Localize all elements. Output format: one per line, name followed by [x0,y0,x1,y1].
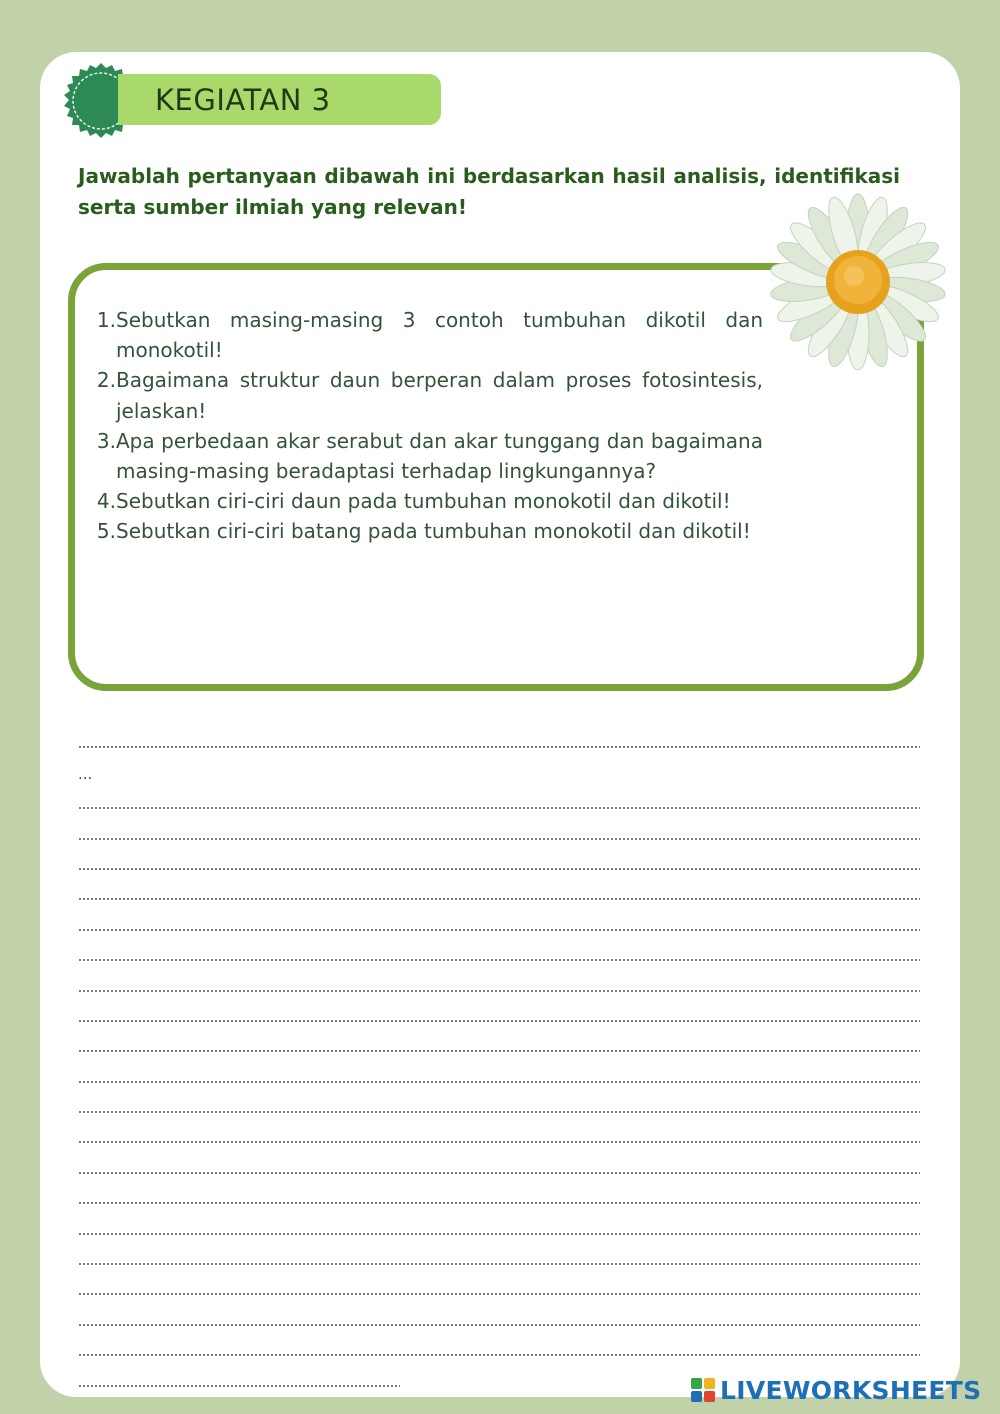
answer-line[interactable] [78,1334,920,1364]
brand-watermark [690,1375,981,1405]
answer-line[interactable] [78,1212,920,1242]
answer-line[interactable] [78,726,920,756]
question-list [92,305,763,547]
daisy-flower-icon [760,190,956,370]
brand-name: LIVEWORKSHEETS [720,1375,982,1405]
answer-line[interactable] [78,969,920,999]
answer-line[interactable] [78,1000,920,1030]
answer-line[interactable] [78,817,920,847]
question-item: 4. Sebutkan ciri-ciri daun pada tumbuhan monokotil dan dikotil! [96,489,731,514]
answer-line[interactable] [78,1243,920,1273]
page-title: KEGIATAN 3 [155,83,331,117]
answer-line[interactable] [78,756,920,786]
question-item: 3. Apa perbedaan akar serabut dan akar tunggang dan bagaimana masing-masing beradaptasi terhadap lingkungannya? [96,428,763,484]
answer-line[interactable] [78,1091,920,1121]
question-item: 2. Bagaimana struktur daun berperan dalam proses fotosintesis, jelaskan! [96,368,763,423]
answer-line[interactable] [78,1151,920,1181]
answer-area[interactable] [78,726,920,1395]
answer-line[interactable] [78,1273,920,1303]
answer-line[interactable] [78,1060,920,1090]
answer-line[interactable] [78,878,920,908]
answer-line[interactable] [78,787,920,817]
answer-line[interactable] [78,1121,920,1151]
question-item: 5. Sebutkan ciri-ciri batang pada tumbuhan monokotil dan dikotil! [96,519,751,544]
instruction-text: Jawablah pertanyaan dibawah ini berdasarkan hasil analisis, identifikasi serta sumber ilmiah yang relevan! [78,164,900,219]
question-item: 1. Sebutkan masing-masing 3 contoh tumbuhan dikotil dan monokotil! [96,308,763,363]
answer-line[interactable] [78,848,920,878]
overflow-ellipsis: ... [78,764,93,783]
liveworksheets-logo-icon [690,1377,716,1403]
answer-line[interactable] [78,1303,920,1333]
answer-line[interactable] [78,1182,920,1212]
answer-line[interactable] [78,939,920,969]
answer-line[interactable] [78,908,920,938]
answer-line[interactable] [78,1030,920,1060]
